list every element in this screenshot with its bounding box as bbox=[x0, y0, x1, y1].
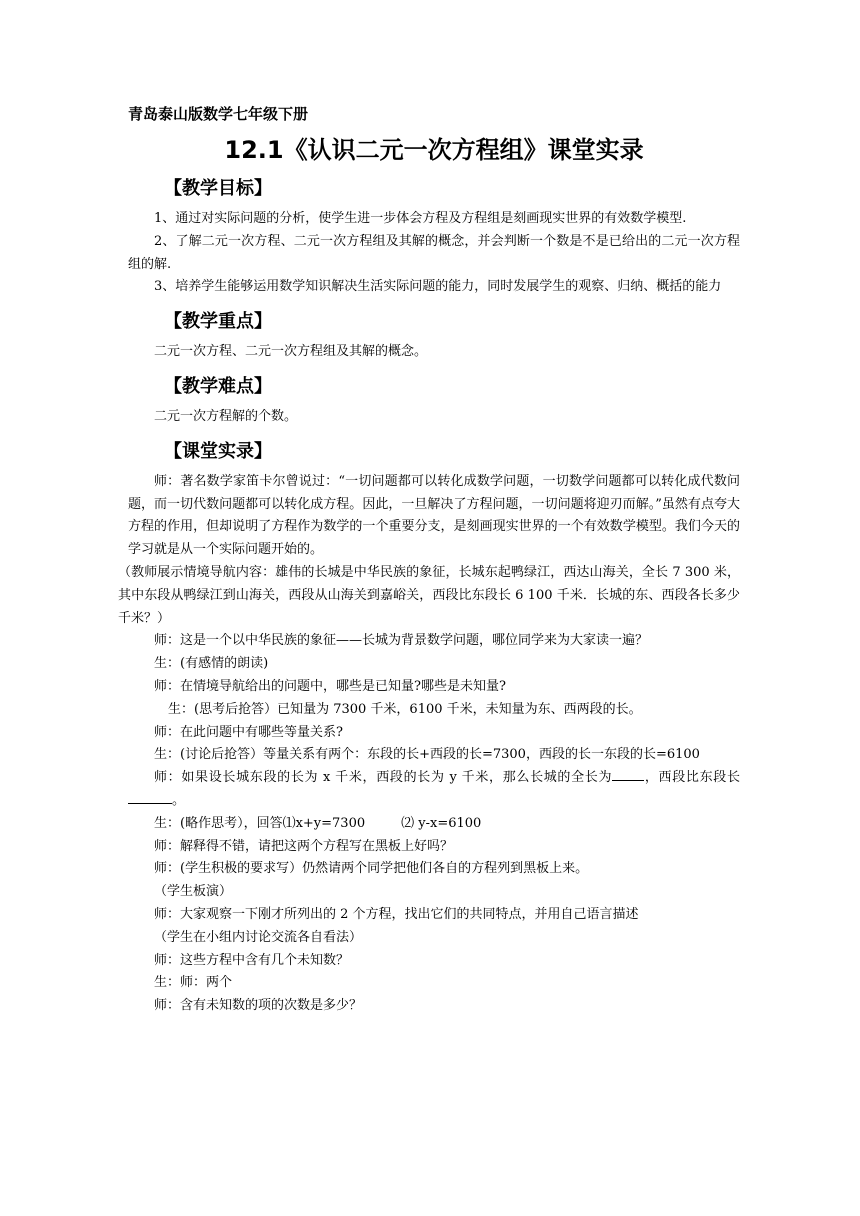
section-heading-goals: 【教学目标】 bbox=[164, 178, 272, 199]
record-line-student-relations: 生：(讨论后抢答）等量关系有两个：东段的长+西段的长=7300，西段的长一东段的长=6100 bbox=[154, 747, 700, 763]
record-line-teacher-variables-part1: 师：如果设长城东段的长为 x 千米，西段的长为 y 千米，那么长城的全长为 bbox=[154, 770, 613, 786]
section-heading-difficulties: 【教学难点】 bbox=[164, 375, 272, 397]
record-line-teacher-variables bbox=[128, 767, 740, 813]
key-points-text: 二元一次方程、二元一次方程组及其解的概念。 bbox=[154, 344, 428, 360]
record-paragraph-context: （教师展示情境导航内容：雄伟的长城是中华民族的象征，长城东起鸭绿江，西达山海关，全长 7 300 米，其中东段从鸭绿江到山海关，西段从山海关到嘉峪关，西段比东段长 6 100 千米．长城的东、西段各长多少千米？） bbox=[118, 564, 740, 626]
answer-blank-difference bbox=[128, 791, 172, 804]
record-line-teacher-relations: 师：在此问题中有哪些等量关系? bbox=[154, 724, 343, 740]
goal-item-1: 1、通过对实际问题的分析，使学生进一步体会方程及方程组是刻画现实世界的有效数学模型. bbox=[154, 211, 687, 226]
record-line-student-two: 生：师：两个 bbox=[154, 975, 233, 991]
record-line-group-discussion: （学生在小组内讨论交流各自看法） bbox=[154, 929, 363, 945]
equation-2: ⑵ y-x=6100 bbox=[401, 815, 482, 831]
section-heading-key-points: 【教学重点】 bbox=[164, 311, 272, 333]
goal-item-2: 2、了解二元一次方程、二元一次方程组及其解的概念，并会判断一个数是不是已给出的二元一次方程组的解. bbox=[128, 233, 740, 272]
document-page bbox=[118, 100, 740, 1018]
record-line-teacher-read: 师：这是一个以中华民族的象征——长城为背景数学问题，哪位同学来为大家读一遍？ bbox=[154, 633, 649, 649]
goal-item-3: 3、培养学生能够运用数学知识解决生活实际问题的能力，同时发展学生的观察、归纳、概括的能力 bbox=[154, 279, 722, 295]
record-line-teacher-unknowns: 师：这些方程中含有几个未知数？ bbox=[154, 952, 350, 968]
record-line-board-work: （学生板演） bbox=[154, 884, 233, 900]
record-line-teacher-observe: 师：大家观察一下刚才所列出的 2 个方程，找出它们的共同特点，并用自己语言描述 bbox=[154, 906, 639, 922]
record-line-teacher-known: 师：在情境导航给出的问题中，哪些是已知量?哪些是未知量? bbox=[154, 678, 506, 694]
record-line-student-equations bbox=[128, 813, 740, 836]
record-paragraph-intro: 师：著名数学家笛卡尔曾说过：“一切问题都可以转化成数学问题，一切数学问题都可以转化成代数问题，而一切代数问题都可以转化成方程。因此，一旦解决了方程问题，一切问题将迎刃而解。”虽然有点夸大方程的作用，但却说明了方程作为数学的一个重要分支，是刻画现实世界的一个有效数学模型。我们今天的学习就是从一个实际问题开始的。 bbox=[128, 473, 740, 558]
section-heading-record: 【课堂实录】 bbox=[164, 440, 272, 462]
equation-1: 生：(略作思考），回答⑴x+y=7300 bbox=[154, 815, 366, 831]
document-title: 12.1《认识二元一次方程组》课堂实录 bbox=[224, 136, 644, 164]
record-line-student-read: 生：(有感情的朗读) bbox=[154, 656, 269, 672]
answer-blank-total bbox=[612, 768, 644, 781]
record-line-teacher-request: 师：(学生积极的要求写）仍然请两个同学把他们各自的方程列到黑板上来。 bbox=[154, 861, 589, 877]
record-line-student-known: 生：(思考后抢答）已知量为 7300 千米，6100 千米，未知量为东、西两段的长。 bbox=[168, 701, 642, 717]
difficulties-text: 二元一次方程解的个数。 bbox=[154, 408, 298, 424]
record-line-teacher-variables-part2: ，西段比东段长 bbox=[644, 770, 740, 786]
record-line-teacher-variables-part3: 。 bbox=[172, 792, 186, 808]
record-line-teacher-degree: 师：含有未知数的项的次数是多少？ bbox=[154, 998, 363, 1014]
document-header: 青岛泰山版数学七年级下册 bbox=[128, 105, 309, 123]
record-line-teacher-blackboard: 师：解释得不错，请把这两个方程写在黑板上好吗？ bbox=[154, 838, 454, 854]
